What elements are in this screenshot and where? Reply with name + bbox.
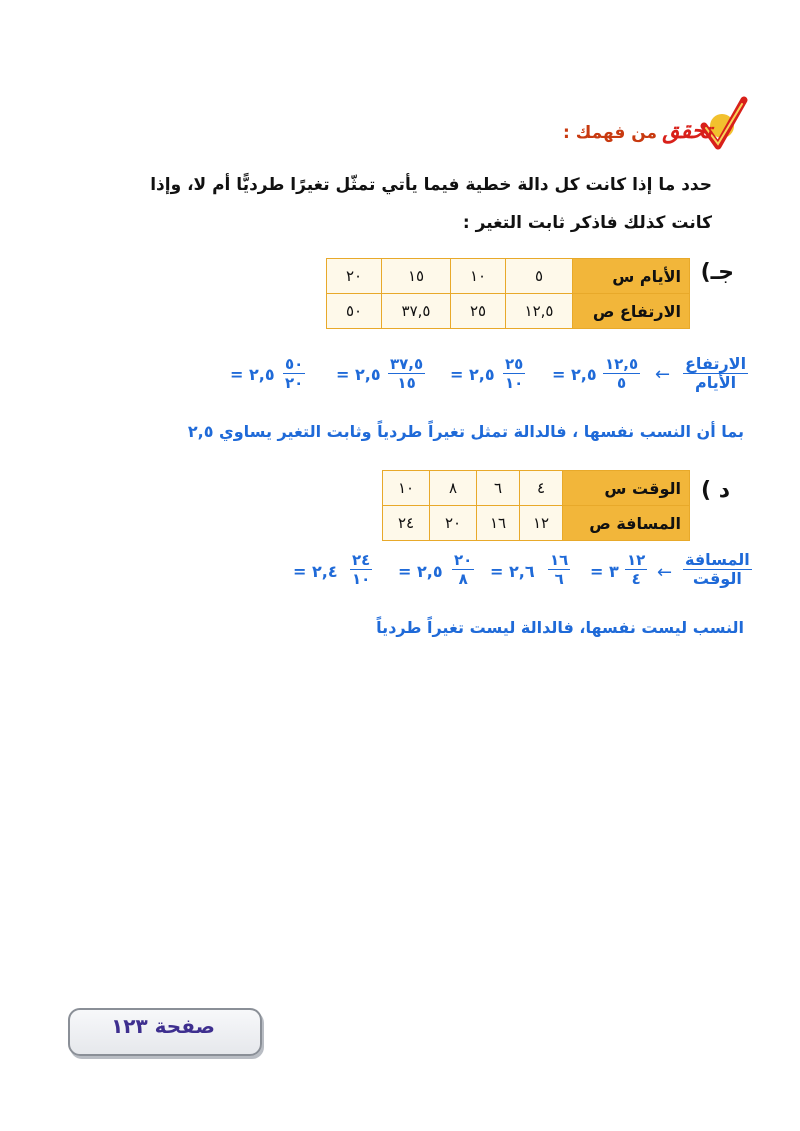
table-cell: ٤ (520, 471, 563, 506)
table-cell: ١٦ (477, 506, 520, 541)
fraction: ٢٠ ٨ (454, 551, 473, 588)
heading-title: تحقق (662, 118, 712, 144)
table-cell: ٥٠ (327, 294, 382, 329)
fraction-result: ٣ = (590, 562, 619, 581)
table-row (383, 471, 690, 506)
table-cell: ٢٠ (327, 259, 382, 294)
row-header-y: الارتفاع ص (573, 294, 690, 329)
part-d-conclusion: النسب ليست نفسها، فالدالة ليست تغيراً طردياً (376, 618, 744, 637)
table-cell: ٢٥ (451, 294, 506, 329)
table-cell: ٢٤ (383, 506, 430, 541)
table-cell: ١٠ (383, 471, 430, 506)
ratio-label: الارتفاع الأيام (685, 354, 747, 392)
table-cell: ١٥ (382, 259, 451, 294)
fraction-result: ٢,٥ = (336, 365, 381, 384)
table-cell: ٥ (506, 259, 573, 294)
row-header-x: الوقت س (563, 471, 690, 506)
fraction-result: ٢,٥ = (398, 562, 443, 581)
part-d-label: د ) (700, 478, 730, 503)
part-c-conclusion: بما أن النسب نفسها ، فالدالة تمثل تغيراً طردياً وثابت التغير يساوي ٢,٥ (187, 422, 744, 441)
ratio-label: المسافة الوقت (685, 550, 750, 588)
row-header-y: المسافة ص (563, 506, 690, 541)
row-header-x: الأيام س (573, 259, 690, 294)
fraction: ٢٤ ١٠ (352, 551, 371, 588)
table-row (327, 294, 690, 329)
fraction: ٣٧,٥ ١٥ (390, 355, 424, 392)
fraction: ٢٥ ١٠ (505, 355, 524, 392)
fraction: ١٢,٥ ٥ (605, 355, 639, 392)
table-cell: ١٢ (520, 506, 563, 541)
section-heading (563, 118, 712, 144)
part-c-table (326, 258, 690, 329)
fraction-result: ٢,٤ = (293, 562, 338, 581)
fraction-result: ٢,٥ = (450, 365, 495, 384)
fraction: ٥٠ ٢٠ (285, 355, 304, 392)
table-cell: ٢٠ (430, 506, 477, 541)
table-row (327, 259, 690, 294)
table-cell: ٣٧,٥ (382, 294, 451, 329)
exercise-prompt: حدد ما إذا كانت كل دالة خطية فيما يأتي تمثّل تغيرًا طرديًّا أم لا، وإذا كانت كذلك فاذكر ثابت التغير : (150, 175, 712, 233)
table-cell: ١٢,٥ (506, 294, 573, 329)
fraction: ١٦ ٦ (550, 551, 569, 588)
table-cell: ٨ (430, 471, 477, 506)
part-d-table (382, 470, 690, 541)
arrow-icon: ← (657, 562, 673, 583)
heading-subtitle: من فهمك : (563, 123, 658, 143)
table-cell: ١٠ (451, 259, 506, 294)
page-number: صفحة ١٢٣ (111, 1014, 215, 1038)
table-row (383, 506, 690, 541)
fraction-result: ٢,٥ = (552, 365, 597, 384)
fraction-result: ٢,٦ = (490, 562, 535, 581)
fraction-result: ٢,٥ = (230, 365, 275, 384)
fraction: ١٢ ٤ (627, 551, 646, 588)
part-c-label: جـ) (700, 260, 734, 285)
table-cell: ٦ (477, 471, 520, 506)
arrow-icon: ← (655, 364, 671, 385)
